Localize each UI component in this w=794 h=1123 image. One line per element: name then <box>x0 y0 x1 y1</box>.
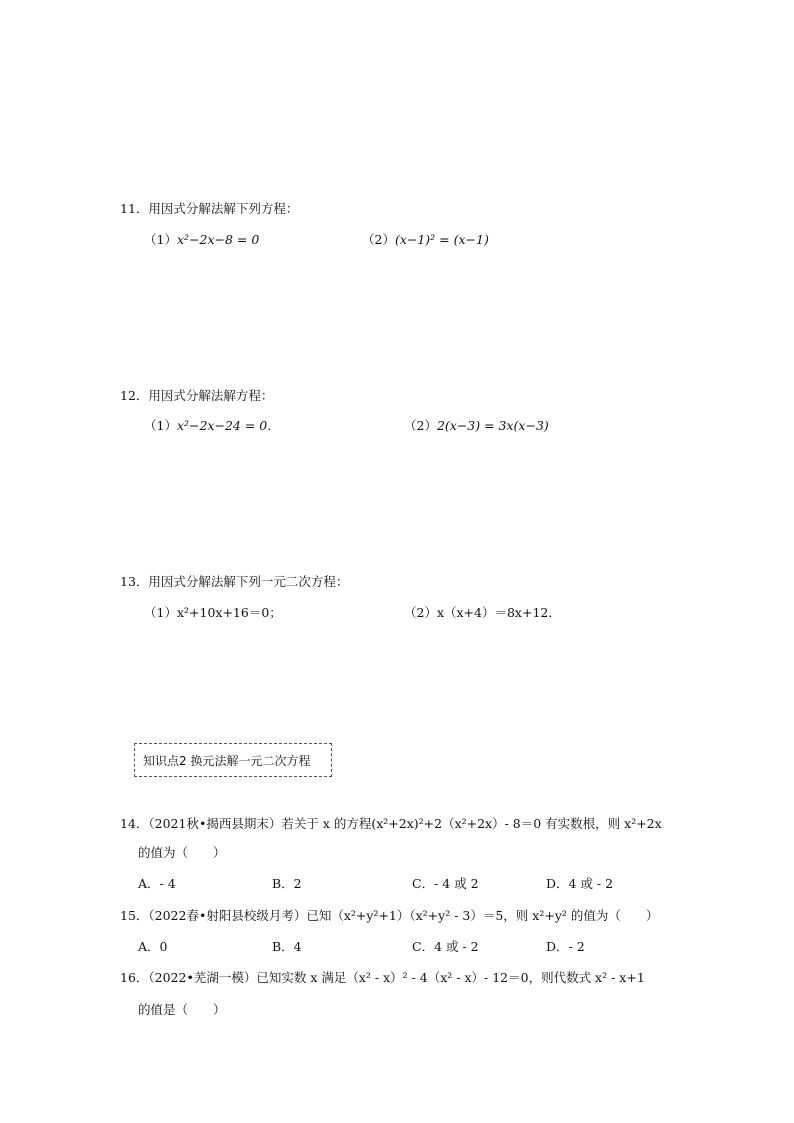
q12-part1-expr: x²−2x−24 = 0． <box>176 418 280 433</box>
q14-option-c: C．- 4 或 2 <box>412 876 479 891</box>
q15-option-d: D．- 2 <box>546 939 585 954</box>
q14-line2: 的值为（ ） <box>138 845 226 860</box>
q11-part1-expr: x²−2x−8 = 0 <box>176 232 260 247</box>
q14-option-a: A．- 4 <box>138 876 176 891</box>
q14-option-b: B．2 <box>272 876 302 891</box>
q11-part2-label: （2） <box>362 232 395 247</box>
q14-option-d: D．4 或 - 2 <box>546 876 614 891</box>
q15-option-a: A．0 <box>138 939 168 954</box>
q13-part1: （1）x²+10x+16＝0； <box>144 605 282 620</box>
q12-part1 <box>144 416 280 434</box>
q12-title: 12．用因式分解法解方程： <box>120 388 274 403</box>
q11-part2 <box>362 230 489 248</box>
q11-title: 11．用因式分解法解下列方程： <box>120 201 299 216</box>
q12-part2-label: （2） <box>404 418 437 433</box>
q13-title: 13．用因式分解法解下列一元二次方程： <box>120 574 349 589</box>
q16-line2: 的值是（ ） <box>138 1002 226 1017</box>
q15-option-c: C．4 或 - 2 <box>412 939 479 954</box>
q12-part2-expr: 2(x−3) = 3x(x−3) <box>436 418 549 433</box>
q14-line1: 14．（2021秋•揭西县期末）若关于 x 的方程(x²+2x)²+2（x²+2x）- 8＝0 有实数根，则 x²+2x <box>120 816 662 831</box>
q11-part1-label: （1） <box>144 232 177 247</box>
q11-part2-expr: (x−1)² = (x−1) <box>394 232 489 247</box>
q16-line1: 16．（2022•芜湖一模）已知实数 x 满足（x² - x）² - 4（x² - x）- 12＝0，则代数式 x² - x+1 <box>120 970 645 985</box>
q13-part2: （2）x（x+4）＝8x+12． <box>404 605 561 620</box>
section-heading-box <box>134 743 332 777</box>
q15-line1: 15．（2022春•射阳县校级月考）已知（x²+y²+1）（x²+y² - 3）＝5，则 x²+y² 的值为（ ） <box>120 908 659 923</box>
q12-part1-label: （1） <box>144 418 177 433</box>
q12-part2 <box>404 416 549 434</box>
q15-option-b: B．4 <box>272 939 302 954</box>
q11-part1 <box>144 230 259 248</box>
section-heading-label: 知识点2 换元法解一元二次方程 <box>143 753 311 768</box>
